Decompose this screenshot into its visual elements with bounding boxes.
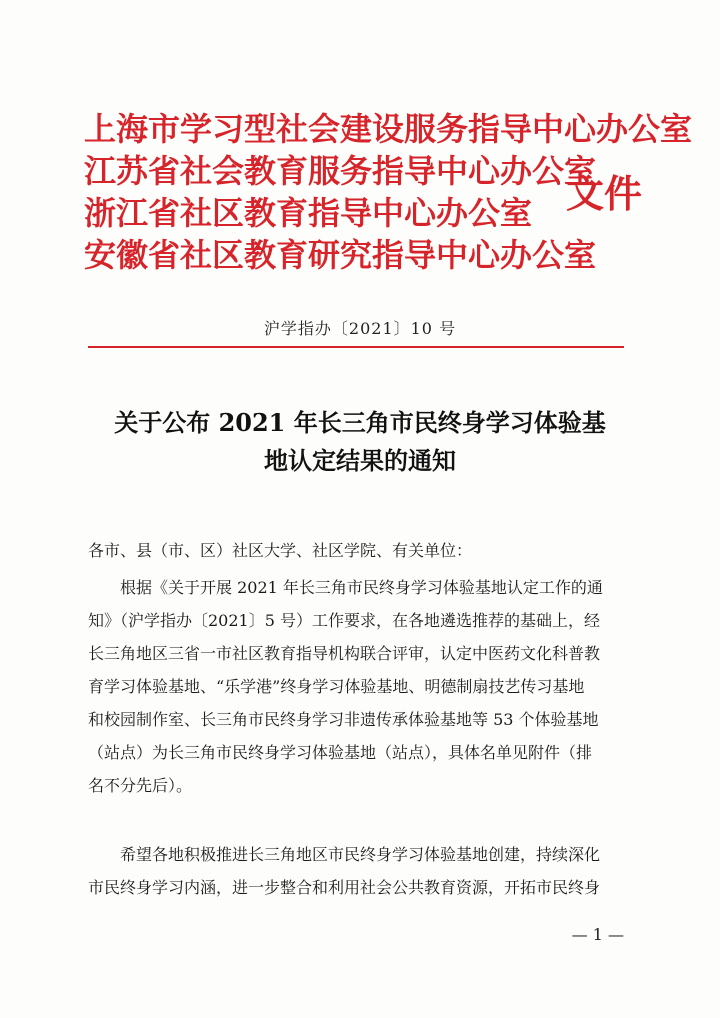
text-line: 市民终身学习内涵，进一步整合和利用社会公共教育资源，开拓市民终身 <box>88 878 601 897</box>
text-line: 和校园制作室、长三角市民终身学习非遗传承体验基地等 53 个体验基地 <box>88 710 599 729</box>
organization-name: 浙江省社区教育指导中心办公室 <box>84 194 533 232</box>
body-paragraph <box>88 838 628 904</box>
text-line: 名不分先后）。 <box>88 776 193 795</box>
body-paragraph <box>88 571 628 802</box>
addressee-line: 各市、县（市、区）社区大学、社区学院、有关单位： <box>88 541 473 560</box>
text-line: 知》（沪学指办〔2021〕5 号）工作要求，在各地遴选推荐的基础上，经 <box>88 611 600 630</box>
text-line: 希望各地积极推进长三角地区市民终身学习体验基地创建，持续深化 <box>88 845 601 864</box>
organization-name: 安徽省社区教育研究指导中心办公室 <box>84 236 597 274</box>
document-type-label: 文件 <box>566 171 643 216</box>
organization-name: 江苏省社会教育服务指导中心办公室 <box>84 152 597 190</box>
document-number: 沪学指办〔2021〕10 号 <box>263 319 457 338</box>
text-line: （站点）为长三角市民终身学习体验基地（站点），具体名单见附件（排 <box>88 743 593 762</box>
text-line: 根据《关于开展 2021 年长三角市民终身学习体验基地认定工作的通 <box>88 578 603 597</box>
organization-name: 上海市学习型社会建设服务指导中心办公室 <box>84 110 693 148</box>
title-line: 关于公布 2021 年长三角市民终身学习体验基 <box>114 408 606 437</box>
text-line: 育学习体验基地、“乐学港”终身学习体验基地、明德制扇技艺传习基地 <box>88 677 585 696</box>
text-line: 长三角地区三省一市社区教育指导机构联合评审，认定中医药文化科普教 <box>88 644 601 663</box>
document-title <box>82 404 638 480</box>
title-line: 地认定结果的通知 <box>264 446 456 475</box>
page-number: — 1 — <box>571 925 624 944</box>
header-divider <box>88 346 624 348</box>
